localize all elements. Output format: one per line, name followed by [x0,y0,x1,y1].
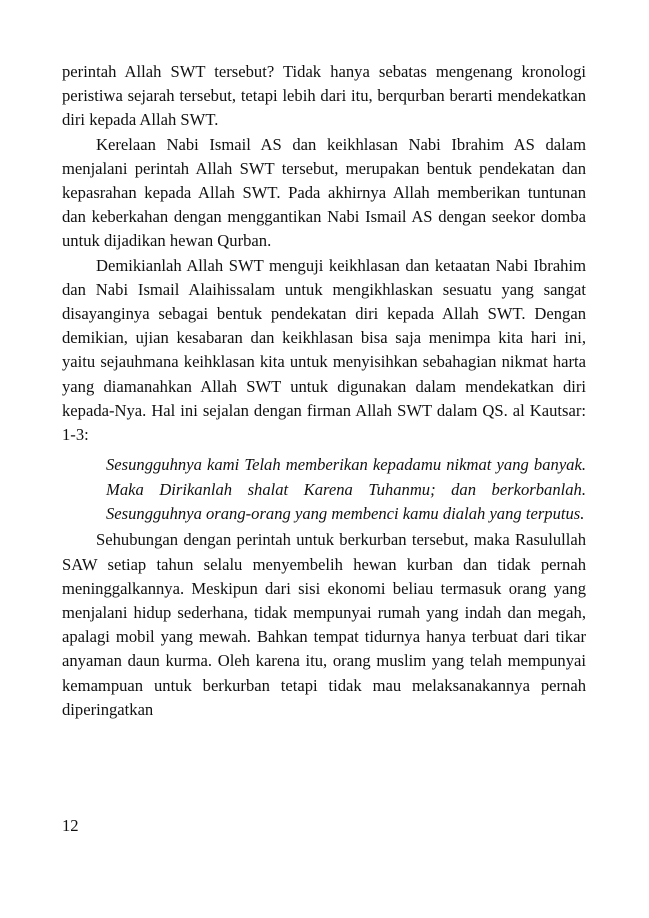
paragraph-kerelaan: Kerelaan Nabi Ismail AS dan keikhlasan Nabi Ibrahim AS dalam menjalani perintah Allah SWT tersebut, merupakan bentuk pendekatan dan kepasrahan kepada Allah SWT. Pada akhirnya Allah memberikan tuntunan dan keberkahan dengan menggantikan Nabi Ismail AS dengan seekor domba untuk dijadikan hewan Qurban. [62,134,586,251]
paragraph-demikianlah: Demikianlah Allah SWT menguji keikhlasan dan ketaatan Nabi Ibrahim dan Nabi Ismail Alaihissalam untuk mengikhlaskan sesuatu yang sangat disayanginya sebagai bentuk pendekatan diri kepada Allah SWT. Dengan demikian, ujian kesabaran dan keikhlasan bisa saja menimpa kita hari ini, yaitu sejauhmana keihklasan kita untuk menyisihkan sebahagian nikmat harta yang diamanahkan Allah SWT untuk digunakan dalam mendekatkan diri kepada-Nya. Hal ini sejalan dengan firman Allah SWT dalam QS. al Kautsar: 1-3: [62,255,586,445]
page-number: 12 [62,816,79,835]
quran-quote: Sesungguhnya kami Telah memberikan kepadamu nikmat yang banyak. Maka Dirikanlah shalat Karena Tuhanmu; dan berkorbanlah. Sesungguhnya orang-orang yang membenci kamu dialah yang terputus. [106,455,586,524]
paragraph-sehubungan: Sehubungan dengan perintah untuk berkurban tersebut, maka Rasulullah SAW setiap tahun selalu menyembelih hewan kurban dan tidak pernah meninggalkannya. Meskipun dari sisi ekonomi beliau termasuk orang yang menjalani hidup sederhana, tidak mempunyai rumah yang indah dan megah, apalagi mobil yang mewah. Bahkan tempat tidurnya hanya terbuat dari tikar anyaman daun kurma. Oleh karena itu, orang muslim yang telah mempunyai kemampuan untuk berkurban tetapi tidak mau melaksanakannya pernah diperingatkan [62,530,586,719]
paragraph-continuation: perintah Allah SWT tersebut? Tidak hanya sebatas mengenang kronologi peristiwa sejarah tersebut, tetapi lebih dari itu, berqurban berarti mendekatkan diri kepada Allah SWT. [62,62,586,130]
page-body [62,60,586,722]
